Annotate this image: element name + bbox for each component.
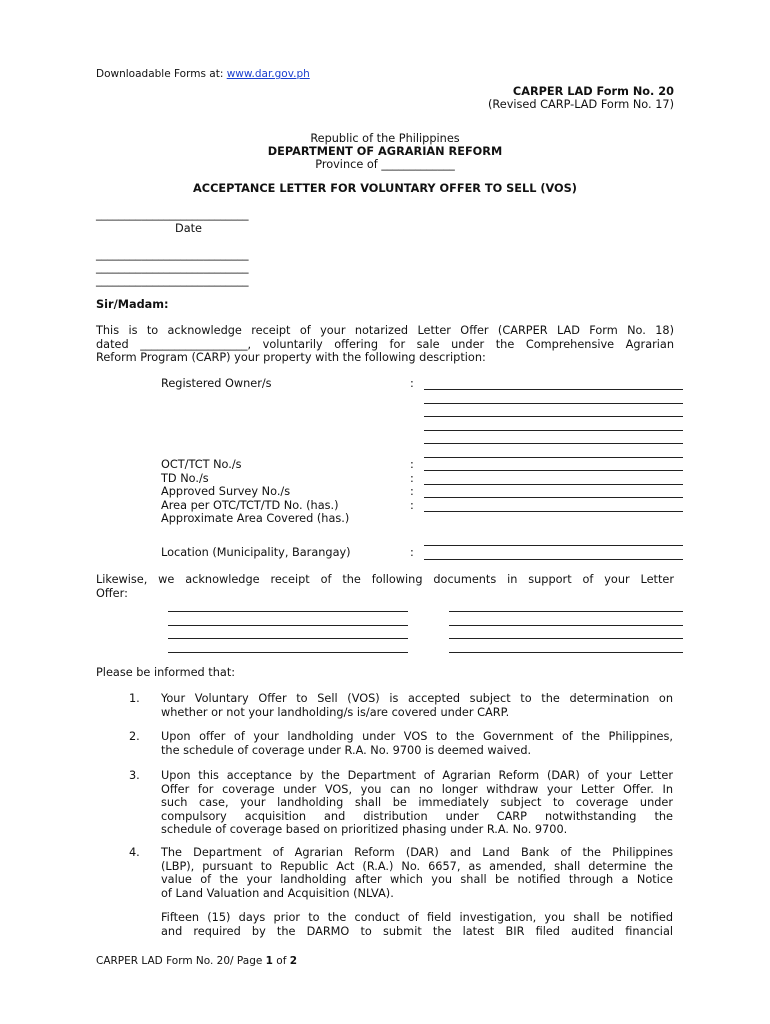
field-colon: : <box>410 458 414 471</box>
item-line: of Land Valuation and Acquisition (NLVA). <box>161 886 394 900</box>
field-colon: : <box>410 546 414 559</box>
likewise-line: Offer: <box>96 586 128 600</box>
item-number: 4. <box>129 846 140 859</box>
document-blank-line[interactable] <box>168 652 408 653</box>
province-label: Province of _____________ <box>315 158 455 171</box>
document-blank-line[interactable] <box>449 652 683 653</box>
item-text <box>161 730 673 757</box>
form-number: CARPER LAD Form No. 20 <box>512 85 674 98</box>
footer-total-pages: 2 <box>289 955 298 967</box>
field-colon: : <box>410 377 414 390</box>
owner-blank-line[interactable] <box>424 403 683 404</box>
republic-label: Republic of the Philippines <box>310 132 460 145</box>
td-blank-line[interactable] <box>424 484 683 485</box>
intro-line: This is to acknowledge receipt of your notarized Letter Offer (CARPER LAD Form No. 18) <box>96 324 674 337</box>
area-label: Area per OTC/TCT/TD No. (has.) <box>161 499 339 512</box>
td-label: TD No./s <box>161 472 209 485</box>
address-line: ___________________________ <box>96 274 249 287</box>
date-blank: ___________________________ <box>96 208 249 221</box>
item-line: Your Voluntary Offer to Sell (VOS) is accepted subject to the determination on <box>161 692 673 705</box>
field-colon: : <box>410 472 414 485</box>
item-line: and required by the DARMO to submit the latest BIR filed audited financial <box>161 924 673 938</box>
address-line: ___________________________ <box>96 248 249 261</box>
page-footer <box>96 955 297 967</box>
item-line: Upon offer of your landholding under VOS to the Government of the Philippines, <box>161 730 673 743</box>
item-text <box>161 846 673 900</box>
item-line: Fifteen (15) days prior to the conduct of field investigation, you shall be notified <box>161 911 673 924</box>
document-blank-line[interactable] <box>168 625 408 626</box>
downloadable-forms-note <box>96 68 310 80</box>
document-blank-line[interactable] <box>168 611 408 612</box>
item-text <box>161 692 673 719</box>
oct-tct-blank-line[interactable] <box>424 470 683 471</box>
salutation: Sir/Madam: <box>96 298 169 311</box>
date-label: Date <box>175 222 203 235</box>
owner-blank-line[interactable] <box>424 457 683 458</box>
dar-website-link[interactable]: www.dar.gov.ph <box>226 68 310 80</box>
item-line: The Department of Agrarian Reform (DAR) and Land Bank of the Philippines <box>161 846 673 859</box>
item-line: Offer for coverage under VOS, you can no longer withdraw your Letter Offer. In <box>161 782 673 796</box>
item-line: compulsory acquisition and distribution under CARP notwithstanding the <box>161 809 673 823</box>
location-label: Location (Municipality, Barangay) <box>161 546 351 559</box>
address-line: ___________________________ <box>96 261 249 274</box>
intro-paragraph <box>96 324 674 365</box>
item-line: Upon this acceptance by the Department of Agrarian Reform (DAR) of your Letter <box>161 769 673 782</box>
item-number: 3. <box>129 769 140 782</box>
item-number: 2. <box>129 730 140 743</box>
footer-page-number: 1 <box>265 955 273 967</box>
field-colon: : <box>410 499 414 512</box>
item-line: such case, your landholding shall be immediately subject to coverage under <box>161 796 673 809</box>
likewise-line: Likewise, we acknowledge receipt of the following documents in support of your Letter <box>96 573 674 586</box>
owner-blank-line[interactable] <box>424 389 683 390</box>
item-line: (LBP), pursuant to Republic Act (R.A.) No. 6657, as amended, shall determine the <box>161 859 673 873</box>
location-blank-line[interactable] <box>424 545 683 546</box>
owner-blank-line[interactable] <box>424 443 683 444</box>
field-colon: : <box>410 485 414 498</box>
footer-prefix: CARPER LAD Form No. 20/ Page <box>96 955 266 967</box>
department-label: DEPARTMENT OF AGRARIAN REFORM <box>267 145 503 158</box>
registered-owner-label: Registered Owner/s <box>161 377 272 390</box>
likewise-paragraph <box>96 573 674 600</box>
item-line: whether or not your landholding/s is/are covered under CARP. <box>161 705 510 719</box>
survey-label: Approved Survey No./s <box>161 485 291 498</box>
document-blank-line[interactable] <box>449 611 683 612</box>
revised-form-note: (Revised CARP-LAD Form No. 17) <box>488 98 674 111</box>
item-text <box>161 769 673 837</box>
item-line: value of the your landholding after which you shall be notified through a Notice <box>161 873 673 886</box>
approx-area-label: Approximate Area Covered (has.) <box>161 512 350 525</box>
location-blank-line[interactable] <box>424 559 683 560</box>
item4-extra-paragraph <box>161 911 673 938</box>
area-blank-line[interactable] <box>424 511 683 512</box>
page-title: ACCEPTANCE LETTER FOR VOLUNTARY OFFER TO SELL (VOS) <box>193 182 577 195</box>
footer-of: of <box>272 955 290 967</box>
intro-line: dated ___________________, voluntarily offering for sale under the Comprehensive Agrarian <box>96 337 674 351</box>
downloadable-label: Downloadable Forms at: <box>96 68 227 80</box>
document-blank-line[interactable] <box>449 638 683 639</box>
item-number: 1. <box>129 692 140 705</box>
item-line: the schedule of coverage under R.A. No. 9700 is deemed waived. <box>161 743 532 757</box>
oct-tct-label: OCT/TCT No./s <box>161 458 242 471</box>
owner-blank-line[interactable] <box>424 416 683 417</box>
owner-blank-line[interactable] <box>424 430 683 431</box>
informed-heading: Please be informed that: <box>96 666 236 679</box>
item-line: schedule of coverage based on prioritized phasing under R.A. No. 9700. <box>161 823 568 836</box>
intro-line: Reform Program (CARP) your property with the following description: <box>96 351 486 364</box>
survey-blank-line[interactable] <box>424 497 683 498</box>
document-blank-line[interactable] <box>168 638 408 639</box>
document-blank-line[interactable] <box>449 625 683 626</box>
